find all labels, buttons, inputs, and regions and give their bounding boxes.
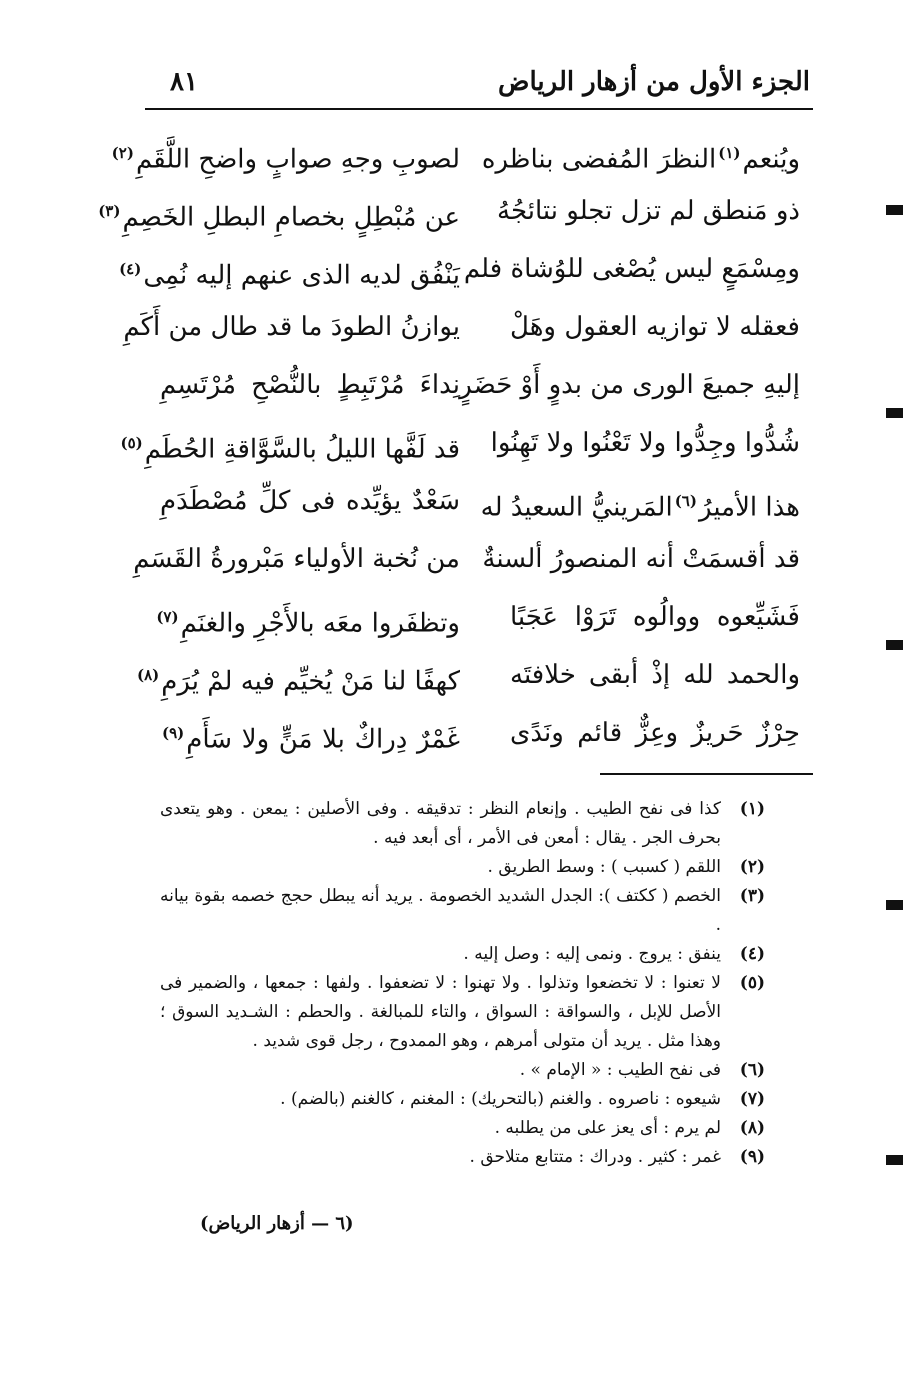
verse-first-hemistich — [480, 481, 800, 528]
edge-tab-mark — [886, 1155, 903, 1165]
verse-text: فَشَيِّعوه ووالُوه تَرَوْا عَجَبًا — [510, 602, 800, 632]
verse-text: ذو مَنطق لم تزل تجلو نتائجُهُ — [497, 196, 800, 226]
footnote-text: لم يرم : أى يعز على من يطلبه . — [494, 1118, 721, 1138]
verse-text: قد أقسمَتْ أنه المنصورُ ألسنةٌ — [482, 544, 800, 574]
footnote-marker: (٩) — [162, 724, 185, 742]
verse-line — [136, 647, 800, 705]
running-title: الجزء الأول من أزهار الرياض — [498, 67, 810, 97]
footnote-text: كذا فى نفح الطيب . وإنعام النظر : تدقيقه . وفى الأصلين : يمعن . وهو يتعدى بحرف الجر . يقال : أمعن فى الأمر ، أى أبعد فيه . — [160, 799, 721, 848]
footnote-text: الخصم ( ككتف ): الجدل الشديد الخصومة . يريد أنه يبطل حجج خصمه بقوة بيانه . — [160, 886, 721, 935]
verse-line — [98, 183, 800, 241]
verse-first-hemistich — [510, 307, 800, 347]
footnote-number: (٨) — [739, 1118, 765, 1138]
verse-first-hemistich — [463, 249, 800, 289]
footnote-number: (٤) — [739, 944, 765, 964]
verse-text: كهفًا لنا مَنْ يُخيِّم فيه لمْ يُرَمِ — [161, 666, 460, 697]
footnote-marker: (٧) — [156, 608, 179, 626]
footnote-text: فى نفح الطيب : « الإمام » . — [519, 1060, 721, 1080]
verse-line — [119, 241, 800, 299]
verse-line — [150, 589, 800, 647]
footnote-number: (٧) — [739, 1089, 765, 1109]
footnote-marker: (٢) — [111, 144, 134, 162]
verse-second-hemistich — [160, 365, 460, 405]
verse-line — [120, 415, 800, 473]
verse-line — [150, 473, 800, 531]
footnote-rule — [600, 773, 813, 775]
footnote-text: شيعوه : ناصروه . والغنم (بالتحريك) : المغنم ، كالغنم (بالضم) . — [280, 1089, 721, 1109]
edge-tab-mark — [886, 640, 903, 650]
verse-text: ومِسْمَعٍ ليس يُصْغى للوُشاة فلم — [463, 254, 800, 284]
footnotes — [160, 795, 765, 1172]
verse-second-hemistich — [120, 423, 460, 470]
verse-line — [133, 531, 800, 589]
verse-text: لصوبِ وجهِ صوابٍ واضحِ اللَّقَمِ — [135, 144, 460, 175]
verse-text: غَمْرٌ دِراكٌ بلا مَنٍّ ولا سَأَمِ — [186, 724, 460, 755]
footnote-text: اللقم ( كسبب ) : وسط الطريق . — [487, 857, 721, 877]
verse-first-hemistich — [490, 423, 800, 463]
verse-line — [111, 125, 800, 183]
verse-first-hemistich — [510, 597, 800, 637]
verse-text: يوازنُ الطودَ ما قد طال من أَكَمِ — [123, 312, 460, 342]
verse-second-hemistich — [136, 655, 460, 702]
edge-tab-mark — [886, 900, 903, 910]
verse-second-hemistich — [160, 481, 460, 521]
footnote-item — [160, 940, 765, 969]
footnote-number: (٢) — [739, 857, 765, 877]
verse-second-hemistich — [123, 307, 460, 347]
footnote-marker: (٦) — [674, 492, 697, 510]
verse-text: النظرَ المُفضى بناظره — [481, 144, 717, 175]
poem-verses — [98, 125, 800, 763]
footnote-item — [160, 882, 765, 940]
verse-first-hemistich — [481, 133, 800, 180]
verse-line — [123, 299, 800, 357]
verse-text: قد لَفَّها الليلُ بالسَّوَّاقةِ الحُطَمِ — [144, 434, 460, 465]
verse-text: إليهِ جميعَ الورى من بدوٍ أَوْ حَضَرٍ — [459, 370, 800, 400]
verse-first-hemistich — [510, 655, 800, 695]
footnote-number: (١) — [739, 799, 765, 819]
footnote-marker: (٥) — [120, 434, 143, 452]
footnote-text: لا تعنوا : لا تخضعوا وتذلوا . ولا تهنوا : لا تضعفوا . ولفها : جمعها ، والضمير فى الأصل للإبل ، والسواقة : السواق ، والتاء للمبالغة . والحطم : الشـديد السوق ؛ وهذا مثل . يريد أن متولى أمرهم ، وهو الممدوح ، رجل قوى شديد . — [160, 973, 721, 1051]
verse-second-hemistich — [119, 249, 460, 296]
edge-tab-mark — [886, 408, 903, 418]
footnote-item — [160, 795, 765, 853]
footnote-text: غمر : كثير . ودراك : متتابع متلاحق . — [469, 1147, 721, 1167]
verse-first-hemistich — [510, 713, 800, 753]
verse-first-hemistich — [482, 539, 800, 579]
footnote-item — [160, 969, 765, 1056]
verse-second-hemistich — [98, 191, 460, 238]
footnote-item — [160, 1085, 765, 1114]
verse-text: عن مُبْطِلٍ بخصامِ البطلِ الخَصِمِ — [122, 202, 460, 233]
running-header — [150, 62, 810, 102]
footnote-item — [160, 1056, 765, 1085]
verse-second-hemistich — [160, 713, 460, 760]
verse-text: فعقله لا توازيه العقول وهَلْ — [510, 312, 800, 342]
verse-text: والحمد لله إذْ أبقى خلافتَه — [510, 660, 800, 690]
verse-second-hemistich — [111, 133, 460, 180]
footnote-item — [160, 1114, 765, 1143]
verse-line — [150, 357, 800, 415]
footnote-number: (٩) — [739, 1147, 765, 1167]
verse-text: سَعْدٌ يؤيِّده فى كلِّ مُصْطَدَمِ — [160, 486, 460, 516]
verse-text: من نُخبة الأولياء مَبْرورةُ القَسَمِ — [133, 544, 460, 574]
page-number: ٨١ — [170, 67, 198, 97]
signature-mark: (٦ — أزهار الرياض) — [200, 1213, 354, 1234]
verse-second-hemistich — [156, 597, 460, 644]
verse-text: المَرينيُّ السعيدُ له — [480, 492, 673, 523]
verse-text: شُدُّوا وجِدُّوا ولا تَعْنُوا ولا تَهِنُوا — [490, 428, 800, 458]
verse-first-hemistich — [459, 365, 800, 405]
footnote-item — [160, 1143, 765, 1172]
footnote-marker: (٨) — [136, 666, 160, 684]
footnote-item — [160, 853, 765, 882]
verse-text: ويُنعم — [742, 144, 800, 175]
edge-tab-mark — [886, 205, 903, 215]
footnote-marker: (٤) — [119, 260, 142, 278]
verse-line — [150, 705, 800, 763]
verse-second-hemistich — [133, 539, 460, 579]
verse-text: حِرْزٌ حَريزٌ وعِزٌّ قائم ونَدًى — [510, 718, 800, 748]
footnote-marker: (٣) — [98, 202, 121, 220]
verse-text: يَنْفُق لديه الذى عنهم إليه نُمِى — [143, 260, 460, 291]
verse-text: نِداءَ مُرْتَبِطٍ بالنُّصْحِ مُرْتَسِمِ — [160, 370, 460, 400]
verse-first-hemistich — [497, 191, 800, 231]
footnote-number: (٥) — [739, 973, 765, 993]
verse-text: وتظفَروا معَه بالأَجْرِ والغنَمِ — [180, 608, 460, 639]
footnote-marker: (١) — [718, 144, 741, 162]
footnote-text: ينفق : يروج . ونمى إليه : وصل إليه . — [463, 944, 721, 964]
header-rule — [145, 108, 813, 110]
footnote-number: (٦) — [739, 1060, 765, 1080]
footnote-number: (٣) — [739, 886, 765, 906]
verse-text: هذا الأميرُ — [698, 492, 800, 523]
